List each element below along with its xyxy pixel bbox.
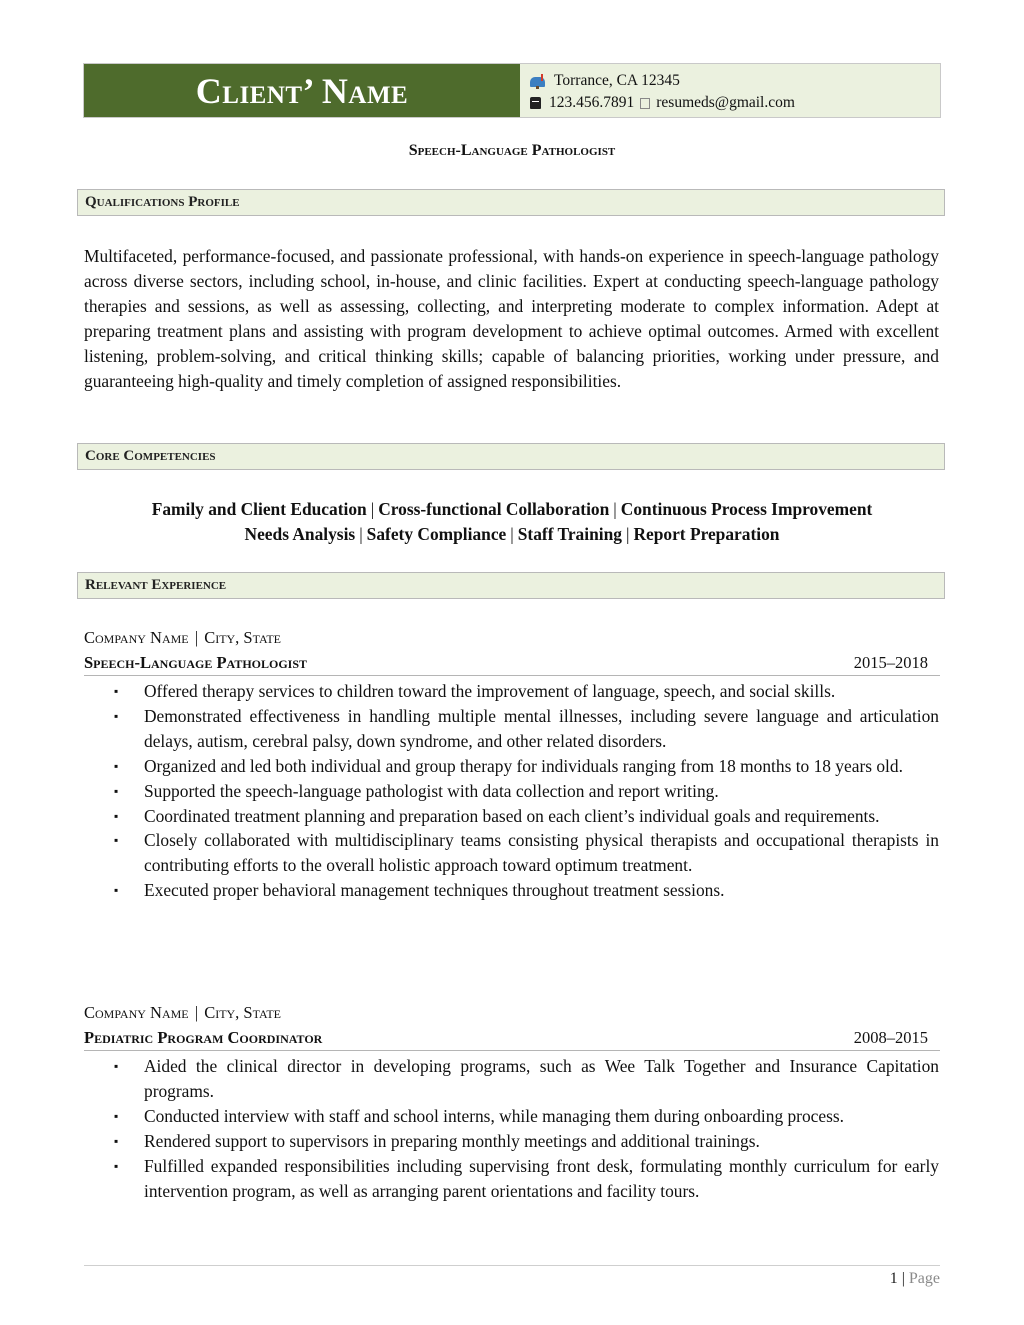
company-location: City, State — [204, 1003, 281, 1022]
competency: Report Preparation — [633, 524, 780, 544]
phone-email-line — [530, 92, 940, 114]
address-line — [530, 70, 940, 92]
list-item: ▪ Closely collaborated with multidisciplinary teams consisting physical therapists and occupational therapists in contributing efforts to the overall holistic approach toward optimum treatment. — [114, 830, 939, 876]
target-title: Speech-Language Pathologist — [408, 142, 616, 159]
list-item: ▪ Offered therapy services to children toward the improvement of language, speech, and social skills. — [114, 681, 836, 701]
page-number: 1 | Page — [889, 1270, 940, 1287]
company-location: City, State — [204, 628, 281, 647]
contact-info — [520, 64, 940, 117]
competency: Safety Compliance — [366, 524, 507, 544]
competency: Family and Client Education — [151, 499, 367, 519]
competency: Needs Analysis — [244, 524, 356, 544]
role-line — [84, 1028, 940, 1051]
job-bullets — [84, 679, 939, 903]
email-icon — [640, 98, 650, 109]
role-line — [84, 653, 940, 676]
page-number-value: 1 — [889, 1270, 898, 1287]
section-heading: Relevant Experience — [85, 577, 227, 593]
role-title: Pediatric Program Coordinator — [84, 1028, 323, 1047]
list-item: ▪ Conducted interview with staff and school interns, while managing them during onboarding process. — [114, 1105, 844, 1126]
list-item: ▪ Supported the speech-language pathologist with data collection and report writing. — [114, 780, 719, 801]
profile-summary: Multifaceted, performance-focused, and passionate professional, with hands-on experience in speech-language pathology across diverse sectors, including school, in-house, and clinic facilities. Expert at conducting speech-language pathology therapies and sessions, as well as assessing, collecting, and interpreting moderate to complex information. Adept at preparing treatment plans and assisting with program development to achieve optimal outcomes. Armed with excellent listening, problem-solving, and critical thinking skills; capable of balancing priorities, working under pressure, and guaranteeing high-quality and timely completion of assigned responsibilities. — [84, 246, 939, 391]
list-item: ▪ Coordinated treatment planning and preparation based on each client’s individual goals and requirements. — [114, 805, 880, 826]
list-item: ▪ Rendered support to supervisors in preparing monthly meetings and additional trainings. — [114, 1130, 760, 1151]
address: Torrance, CA 12345 — [554, 72, 680, 89]
company-line: Company Name | City, State — [84, 628, 281, 647]
mailbox-icon — [530, 74, 548, 88]
phone: 123.456.7891 — [549, 94, 635, 111]
email: resumeds@gmail.com — [656, 94, 795, 111]
competencies-row-1: Family and Client Education | Cross-functional Collaboration | Continuous Process Improvement — [151, 499, 873, 519]
role-dates: 2015–2018 — [853, 653, 928, 672]
role-title: Speech-Language Pathologist — [84, 653, 308, 672]
competency: Continuous Process Improvement — [620, 499, 873, 519]
section-competencies — [77, 443, 945, 470]
company-name: Company Name — [84, 628, 189, 647]
role-dates: 2008–2015 — [853, 1028, 928, 1047]
resume-header — [83, 63, 941, 118]
list-item: ▪ Organized and led both individual and group therapy for individuals ranging from 18 months to 18 years old. — [114, 755, 903, 776]
section-heading: Core Competencies — [85, 448, 216, 464]
list-item: ▪ Demonstrated effectiveness in handling multiple mental illnesses, including severe language and articulation delays, autism, cerebral palsy, down syndrome, and other related disorders. — [114, 705, 939, 751]
job-bullets — [84, 1054, 939, 1203]
competencies-row-2: Needs Analysis | Safety Compliance | Staff Training | Report Preparation — [244, 524, 780, 544]
phone-icon — [530, 97, 541, 109]
client-name: Client’ Name — [195, 70, 409, 111]
list-item: ▪ Executed proper behavioral management techniques throughout treatment sessions. — [114, 880, 725, 901]
section-heading: Qualifications Profile — [85, 194, 240, 210]
footer-divider — [84, 1265, 940, 1266]
company-name: Company Name — [84, 1003, 189, 1022]
competency: Staff Training — [517, 524, 622, 544]
name-banner — [84, 64, 520, 117]
page-label: Page — [908, 1270, 940, 1287]
list-item: ▪ Fulfilled expanded responsibilities including supervising front desk, formulating monthly curriculum for early intervention program, as well as arranging parent orientations and facility tours. — [114, 1155, 939, 1201]
section-qualifications — [77, 189, 945, 216]
section-experience — [77, 572, 945, 599]
company-line: Company Name | City, State — [84, 1003, 281, 1022]
list-item: ▪ Aided the clinical director in developing programs, such as Wee Talk Together and Insurance Capitation programs. — [114, 1056, 939, 1101]
competency: Cross-functional Collaboration — [378, 499, 610, 519]
